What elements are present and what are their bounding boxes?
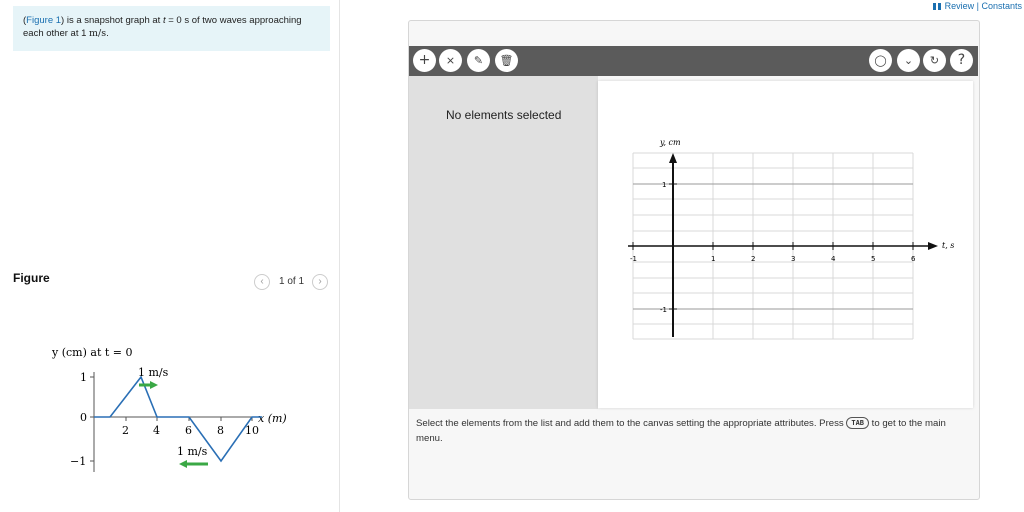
speed-label-top: 1 m/s — [138, 366, 169, 379]
graph-y-tick-label: -1 — [660, 306, 667, 314]
graph-x-tick-label: -1 — [630, 255, 637, 263]
delete-button[interactable] — [495, 49, 518, 72]
graph-toolbar — [409, 46, 978, 76]
figure-x-label: x (m) — [258, 412, 287, 425]
graph-x-tick-label: 2 — [751, 255, 756, 263]
hint-button[interactable] — [869, 49, 892, 72]
figure-y-label: y (cm) at t = 0 — [52, 346, 133, 359]
figure-link[interactable]: Figure 1 — [26, 15, 62, 26]
help-icon: ? — [957, 52, 966, 68]
chevron-right-icon: › — [318, 276, 322, 287]
figure-x-tick-label: 8 — [217, 424, 224, 437]
left-pane — [0, 0, 340, 512]
graph-canvas[interactable] — [598, 81, 973, 408]
graph-y-tick-label: 1 — [662, 181, 667, 189]
edit-icon: ✎ — [473, 54, 484, 67]
unit-text: m/s — [89, 28, 107, 39]
problem-statement: (Figure 1) is a snapshot graph at t = 0 s of two waves approaching each other at 1 m/s. — [13, 6, 330, 51]
chevron-down-icon: ⌄ — [903, 54, 914, 67]
chevron-left-icon: ‹ — [260, 276, 264, 287]
tab-key-badge: TAB — [846, 417, 869, 429]
graph-x-tick-label: 3 — [791, 255, 796, 263]
figure-y-tick-label: 0 — [80, 411, 87, 424]
elements-side-panel — [409, 76, 598, 409]
figure-x-tick-label: 4 — [153, 424, 160, 437]
graph-y-label: y, cm — [660, 138, 681, 147]
graph-x-label: t, s — [942, 241, 955, 250]
no-elements-message: No elements selected — [446, 108, 562, 122]
y-axis-arrow-icon — [669, 153, 677, 163]
figure-y-tick-label: 1 — [80, 371, 87, 384]
t-symbol: t — [162, 15, 166, 26]
add-button[interactable] — [413, 49, 436, 72]
review-icon — [933, 3, 941, 10]
figure-heading: Figure — [13, 271, 50, 285]
figure-x-tick-label: 10 — [245, 424, 259, 437]
figure-x-tick-label: 6 — [185, 424, 192, 437]
trash-icon: 🗑 — [499, 54, 514, 67]
figure-y-tick-label: −1 — [70, 455, 87, 468]
wave-figure — [0, 340, 340, 480]
plus-icon: + — [418, 52, 431, 68]
figure-x-tick-label: 2 — [122, 424, 129, 437]
graph-x-tick-label: 1 — [711, 255, 716, 263]
edit-button[interactable] — [467, 49, 490, 72]
review-constants-link[interactable]: Review | Constants — [933, 1, 1022, 11]
graph-x-tick-label: 6 — [911, 255, 916, 263]
clear-button[interactable] — [439, 49, 462, 72]
pager-text: 1 of 1 — [279, 276, 305, 287]
graph-svg[interactable] — [598, 81, 973, 408]
graph-x-tick-label: 5 — [871, 255, 876, 263]
instructions-text: Select the elements from the list and add them to the canvas setting the appropriate attributes. Press TAB to get to the main menu. — [416, 418, 946, 444]
reset-button[interactable] — [923, 49, 946, 72]
graph-x-tick-label: 4 — [831, 255, 836, 263]
clear-icon: ⨯ — [445, 54, 456, 67]
speed-label-bottom: 1 m/s — [177, 445, 208, 458]
x-axis-arrow-icon — [928, 242, 938, 250]
help-button[interactable] — [950, 49, 973, 72]
lightbulb-icon: ◯ — [874, 54, 887, 67]
prev-figure-button[interactable] — [254, 274, 270, 290]
dropdown-button[interactable] — [897, 49, 920, 72]
right-arrow-head-icon — [150, 381, 158, 389]
reset-icon: ↻ — [929, 54, 940, 67]
next-figure-button[interactable] — [312, 274, 328, 290]
left-arrow-head-icon — [179, 460, 187, 468]
